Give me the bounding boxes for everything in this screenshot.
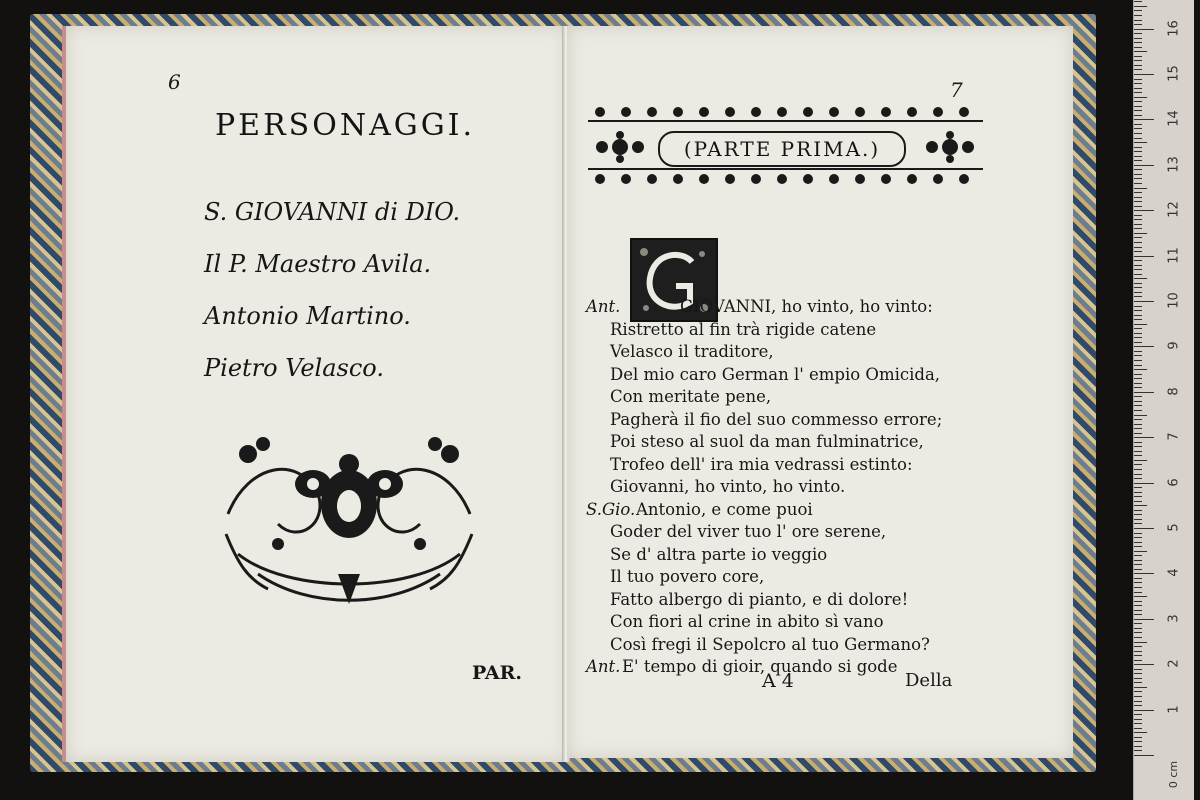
verse-line-text: Fatto albergo di pianto, e di dolore! bbox=[610, 589, 909, 609]
verse-line bbox=[586, 386, 942, 409]
ruler-tick bbox=[1134, 65, 1142, 66]
verse-line bbox=[586, 589, 942, 612]
ruler-tick bbox=[1134, 578, 1142, 579]
ruler-number: 9 bbox=[1166, 341, 1182, 351]
ruler-tick bbox=[1134, 628, 1142, 629]
ruler-tick bbox=[1134, 192, 1142, 193]
ruler-tick bbox=[1134, 378, 1142, 379]
ruler-tick bbox=[1134, 691, 1142, 692]
ruler-tick bbox=[1134, 719, 1142, 720]
ruler-number: 15 bbox=[1166, 65, 1182, 82]
ruler-tick bbox=[1134, 610, 1142, 611]
ruler-tick bbox=[1134, 474, 1142, 475]
ruler-tick bbox=[1134, 156, 1142, 157]
ruler-tick bbox=[1134, 342, 1142, 343]
ruler-tick bbox=[1134, 623, 1142, 624]
verse-line bbox=[586, 611, 942, 634]
ruler-tick bbox=[1134, 296, 1142, 297]
ruler-tick bbox=[1134, 219, 1142, 220]
ruler-tick bbox=[1134, 746, 1142, 747]
ruler-number: 4 bbox=[1166, 568, 1182, 578]
ruler-tick bbox=[1134, 701, 1142, 702]
verse-line-text: Se d' altra parte io veggio bbox=[610, 544, 828, 564]
ruler-tick bbox=[1134, 437, 1154, 438]
ruler-tick bbox=[1134, 110, 1142, 111]
ruler-tick bbox=[1134, 687, 1147, 688]
ruler-tick bbox=[1134, 360, 1142, 361]
fleuron-right bbox=[920, 130, 980, 164]
ruler-tick bbox=[1134, 369, 1147, 370]
ruler-number: 10 bbox=[1166, 292, 1182, 309]
ruler-tick bbox=[1134, 292, 1142, 293]
ruler-number: 14 bbox=[1166, 110, 1182, 128]
ruler-tick bbox=[1134, 614, 1142, 615]
verse-line-text: Velasco il traditore, bbox=[610, 342, 774, 361]
ruler-number: 1 bbox=[1166, 704, 1182, 714]
ruler-tick bbox=[1134, 651, 1142, 652]
ruler-tick bbox=[1134, 455, 1142, 456]
ruler-tick bbox=[1134, 142, 1147, 143]
ruler-tick bbox=[1134, 174, 1142, 175]
ruler-number: 6 bbox=[1166, 477, 1182, 487]
ruler-tick bbox=[1134, 319, 1142, 320]
left-page-heading: PERSONAGGI. bbox=[215, 108, 476, 143]
verse-line-text: Così fregi il Sepolcro al tuo Germano? bbox=[610, 634, 930, 654]
ruler-tick bbox=[1134, 69, 1142, 70]
ruler-tick bbox=[1134, 169, 1142, 170]
ruler-tick bbox=[1134, 442, 1142, 443]
ruler-tick bbox=[1134, 646, 1142, 647]
ruler-tick bbox=[1134, 183, 1142, 184]
ruler-tick bbox=[1134, 237, 1142, 238]
ruler-number: 7 bbox=[1166, 432, 1182, 441]
verse-line bbox=[586, 341, 942, 364]
ruler-tick bbox=[1134, 328, 1142, 329]
ruler-tick bbox=[1134, 101, 1142, 102]
verse-line-text: Poi steso al suol da man fulminatrice, bbox=[610, 432, 924, 451]
ruler-tick bbox=[1134, 178, 1142, 179]
ruler-tick bbox=[1134, 374, 1142, 375]
ruler-tick bbox=[1134, 197, 1142, 198]
ruler-tick bbox=[1134, 201, 1142, 202]
ruler-number: 16 bbox=[1166, 19, 1182, 37]
ruler-number: 12 bbox=[1166, 201, 1182, 218]
ruler-tick bbox=[1134, 10, 1142, 11]
ruler-tick bbox=[1134, 669, 1142, 670]
verse-line-text: Ristretto al fin trà rigide catene bbox=[610, 319, 877, 339]
ruler-tick bbox=[1134, 546, 1142, 547]
ruler-tick bbox=[1134, 542, 1142, 543]
ruler-tick bbox=[1134, 523, 1142, 524]
ruler-tick bbox=[1134, 478, 1142, 479]
ruler-number: 13 bbox=[1166, 156, 1182, 173]
ruler-tick bbox=[1134, 56, 1142, 57]
ruler-tick bbox=[1134, 6, 1147, 7]
ruler-tick bbox=[1134, 74, 1154, 75]
character-1: S. GIOVANNI di DIO. bbox=[204, 198, 461, 226]
ruler-tick bbox=[1134, 60, 1142, 61]
ruler-tick bbox=[1134, 33, 1142, 34]
ruler-tick bbox=[1134, 483, 1154, 484]
ruler-tick bbox=[1134, 151, 1142, 152]
ruler-unit-label: 0 cm bbox=[1167, 760, 1181, 789]
ruler-tick bbox=[1134, 1, 1142, 2]
ruler-tick bbox=[1134, 505, 1147, 506]
left-page-number: 6 bbox=[168, 70, 181, 94]
verse-line bbox=[586, 499, 942, 522]
ruler-tick bbox=[1134, 119, 1154, 120]
ruler-tick bbox=[1134, 555, 1142, 556]
speaker-label: Ant. bbox=[586, 297, 621, 316]
ruler-tick bbox=[1134, 487, 1142, 488]
ruler-tick bbox=[1134, 47, 1142, 48]
verse-line-text: Antonio, e come puoi bbox=[636, 499, 813, 519]
ruler-tick bbox=[1134, 306, 1142, 307]
ruler-tick bbox=[1134, 582, 1142, 583]
ruler-tick bbox=[1134, 228, 1142, 229]
ruler-number: 8 bbox=[1166, 387, 1182, 396]
ruler-tick bbox=[1134, 79, 1142, 80]
character-3: Antonio Martino. bbox=[204, 302, 411, 330]
ruler-tick bbox=[1134, 215, 1142, 216]
ruler-tick bbox=[1134, 242, 1142, 243]
verse-line bbox=[586, 544, 942, 567]
verse-line bbox=[586, 634, 942, 657]
verse-line-text: Pagherà il fio del suo commesso errore; bbox=[610, 409, 943, 429]
verse-line-text: Giovanni, ho vinto, ho vinto. bbox=[610, 477, 846, 496]
ruler-tick bbox=[1134, 224, 1142, 225]
ruler-tick bbox=[1134, 333, 1142, 334]
ruler-tick bbox=[1134, 501, 1142, 502]
character-4: Pietro Velasco. bbox=[204, 354, 384, 382]
ruler-tick bbox=[1134, 278, 1147, 279]
ruler-tick bbox=[1134, 29, 1154, 30]
verse-line bbox=[586, 409, 942, 432]
ruler-tick bbox=[1134, 92, 1142, 93]
ruler-tick bbox=[1134, 587, 1142, 588]
ruler-tick bbox=[1134, 496, 1142, 497]
ruler-tick bbox=[1134, 260, 1142, 261]
ruler-tick bbox=[1134, 188, 1147, 189]
ruler-tick bbox=[1134, 20, 1142, 21]
verse-line bbox=[586, 364, 942, 387]
ruler-tick bbox=[1134, 446, 1142, 447]
ruler-tick bbox=[1134, 165, 1154, 166]
ruler-tick bbox=[1134, 265, 1142, 266]
ruler-tick bbox=[1134, 682, 1142, 683]
ruler-tick bbox=[1134, 355, 1142, 356]
verse-line-text: Con meritate pene, bbox=[610, 387, 772, 406]
ruler-tick bbox=[1134, 274, 1142, 275]
ruler-tick bbox=[1134, 106, 1142, 107]
ruler-tick bbox=[1134, 723, 1142, 724]
ruler-tick bbox=[1134, 24, 1142, 25]
ruler-tick bbox=[1134, 392, 1154, 393]
ruler-tick bbox=[1134, 464, 1142, 465]
ruler-tick bbox=[1134, 705, 1142, 706]
ruler-tick bbox=[1134, 210, 1154, 211]
ruler-tick bbox=[1134, 673, 1142, 674]
ruler-tick bbox=[1134, 133, 1142, 134]
ruler-number: 3 bbox=[1166, 614, 1182, 623]
ruler-tick bbox=[1134, 637, 1142, 638]
ruler-tick bbox=[1134, 469, 1142, 470]
ruler-tick bbox=[1134, 233, 1147, 234]
verse-line-text: E' tempo di gioir, quando si gode bbox=[622, 657, 898, 676]
ruler-tick bbox=[1134, 619, 1154, 620]
ruler-tick bbox=[1134, 138, 1142, 139]
ruler-tick bbox=[1134, 147, 1142, 148]
ruler-tick bbox=[1134, 678, 1142, 679]
ruler-tick bbox=[1134, 160, 1142, 161]
ruler-tick bbox=[1134, 337, 1142, 338]
verse-line bbox=[586, 431, 942, 454]
ruler-tick bbox=[1134, 206, 1142, 207]
ruler-tick bbox=[1134, 519, 1142, 520]
fleuron-band-bottom bbox=[588, 166, 983, 190]
ruler-tick bbox=[1134, 533, 1142, 534]
ruler-tick bbox=[1134, 460, 1147, 461]
ruler-tick bbox=[1134, 732, 1147, 733]
ruler-tick bbox=[1134, 351, 1142, 352]
verse-line-text: GIOVANNI, ho vinto, ho vinto: bbox=[680, 297, 933, 316]
ruler-tick bbox=[1134, 51, 1147, 52]
ruler-tick bbox=[1134, 551, 1147, 552]
ruler-tick bbox=[1134, 124, 1142, 125]
right-page-number: 7 bbox=[950, 78, 963, 102]
ruler-tick bbox=[1134, 514, 1142, 515]
ruler-tick bbox=[1134, 401, 1142, 402]
section-title: (PARTE PRIMA.) bbox=[658, 131, 906, 167]
ruler-tick bbox=[1134, 510, 1142, 511]
woodcut-ornament bbox=[218, 424, 480, 610]
ruler-tick bbox=[1134, 433, 1142, 434]
ruler-tick bbox=[1134, 287, 1142, 288]
ruler-tick bbox=[1134, 88, 1142, 89]
ruler-tick bbox=[1134, 419, 1142, 420]
ruler-tick bbox=[1134, 15, 1142, 16]
ruler-tick bbox=[1134, 128, 1142, 129]
ruler-number: 11 bbox=[1166, 246, 1182, 264]
ruler-tick bbox=[1134, 569, 1142, 570]
ruler-tick bbox=[1134, 560, 1142, 561]
fleuron-band-top bbox=[588, 100, 983, 124]
measuring-ruler bbox=[1133, 0, 1194, 800]
ruler-tick bbox=[1134, 664, 1154, 665]
ruler-tick bbox=[1134, 573, 1154, 574]
verse-line-text: Goder del viver tuo l' ore serene, bbox=[610, 522, 887, 541]
signature-mark: A 4 bbox=[762, 670, 794, 692]
ruler-tick bbox=[1134, 451, 1142, 452]
ruler-tick bbox=[1134, 415, 1147, 416]
ruler-number: 5 bbox=[1166, 523, 1182, 532]
ruler-tick bbox=[1134, 714, 1142, 715]
ruler-tick bbox=[1134, 346, 1154, 347]
ruler-tick bbox=[1134, 315, 1142, 316]
left-catchword: PAR. bbox=[472, 662, 523, 684]
ruler-tick bbox=[1134, 710, 1154, 711]
ruler-tick bbox=[1134, 660, 1142, 661]
ruler-tick bbox=[1134, 601, 1142, 602]
verse-line-text: Trofeo dell' ira mia vedrassi estinto: bbox=[610, 454, 913, 474]
verse-line bbox=[586, 454, 942, 477]
verse-line-text: Del mio caro German l' empio Omicida, bbox=[610, 364, 941, 384]
ruler-tick bbox=[1134, 492, 1142, 493]
ruler-tick bbox=[1134, 283, 1142, 284]
verse-line bbox=[586, 566, 942, 589]
ruler-number: 2 bbox=[1166, 659, 1182, 668]
ruler-tick bbox=[1134, 324, 1147, 325]
verse-line-text: Il tuo povero core, bbox=[610, 567, 765, 586]
ruler-tick bbox=[1134, 755, 1154, 756]
ruler-tick bbox=[1134, 696, 1142, 697]
ruler-tick bbox=[1134, 405, 1142, 406]
verse-line-text: Con fiori al crine in abito sì vano bbox=[610, 612, 884, 631]
ruler-tick bbox=[1134, 365, 1142, 366]
ruler-tick bbox=[1134, 301, 1154, 302]
ruler-tick bbox=[1134, 410, 1142, 411]
ruler-tick bbox=[1134, 83, 1142, 84]
ruler-tick bbox=[1134, 387, 1142, 388]
ruler-tick bbox=[1134, 564, 1142, 565]
ruler-tick bbox=[1134, 42, 1142, 43]
ruler-tick bbox=[1134, 741, 1142, 742]
ruler-tick bbox=[1134, 247, 1142, 248]
ruler-tick bbox=[1134, 310, 1142, 311]
ruler-tick bbox=[1134, 750, 1142, 751]
ruler-tick bbox=[1134, 424, 1142, 425]
ruler-tick bbox=[1134, 256, 1154, 257]
right-catchword: Della bbox=[905, 670, 953, 691]
ruler-tick bbox=[1134, 383, 1142, 384]
ruler-tick bbox=[1134, 428, 1142, 429]
ruler-tick bbox=[1134, 728, 1142, 729]
ruler-tick bbox=[1134, 632, 1142, 633]
verse-text bbox=[586, 296, 942, 679]
ruler-tick bbox=[1134, 537, 1142, 538]
verse-line bbox=[586, 521, 942, 544]
speaker-label: S.Gio. bbox=[586, 499, 636, 519]
ruler-tick bbox=[1134, 269, 1142, 270]
verse-line bbox=[586, 476, 942, 499]
fleuron-left bbox=[590, 130, 650, 164]
ruler-tick bbox=[1134, 592, 1142, 593]
verse-line bbox=[586, 296, 942, 319]
ruler-tick bbox=[1134, 605, 1142, 606]
verse-line bbox=[586, 319, 942, 342]
ruler-tick bbox=[1134, 737, 1142, 738]
ruler-tick bbox=[1134, 596, 1147, 597]
ruler-tick bbox=[1134, 251, 1142, 252]
ruler-tick bbox=[1134, 115, 1142, 116]
ruler-tick bbox=[1134, 97, 1147, 98]
character-2: Il P. Maestro Avila. bbox=[204, 250, 432, 278]
ruler-tick bbox=[1134, 655, 1142, 656]
ruler-tick bbox=[1134, 396, 1142, 397]
ruler-tick bbox=[1134, 642, 1147, 643]
ruler-tick bbox=[1134, 38, 1142, 39]
ruler-tick bbox=[1134, 528, 1154, 529]
speaker-label: Ant. bbox=[586, 657, 621, 676]
